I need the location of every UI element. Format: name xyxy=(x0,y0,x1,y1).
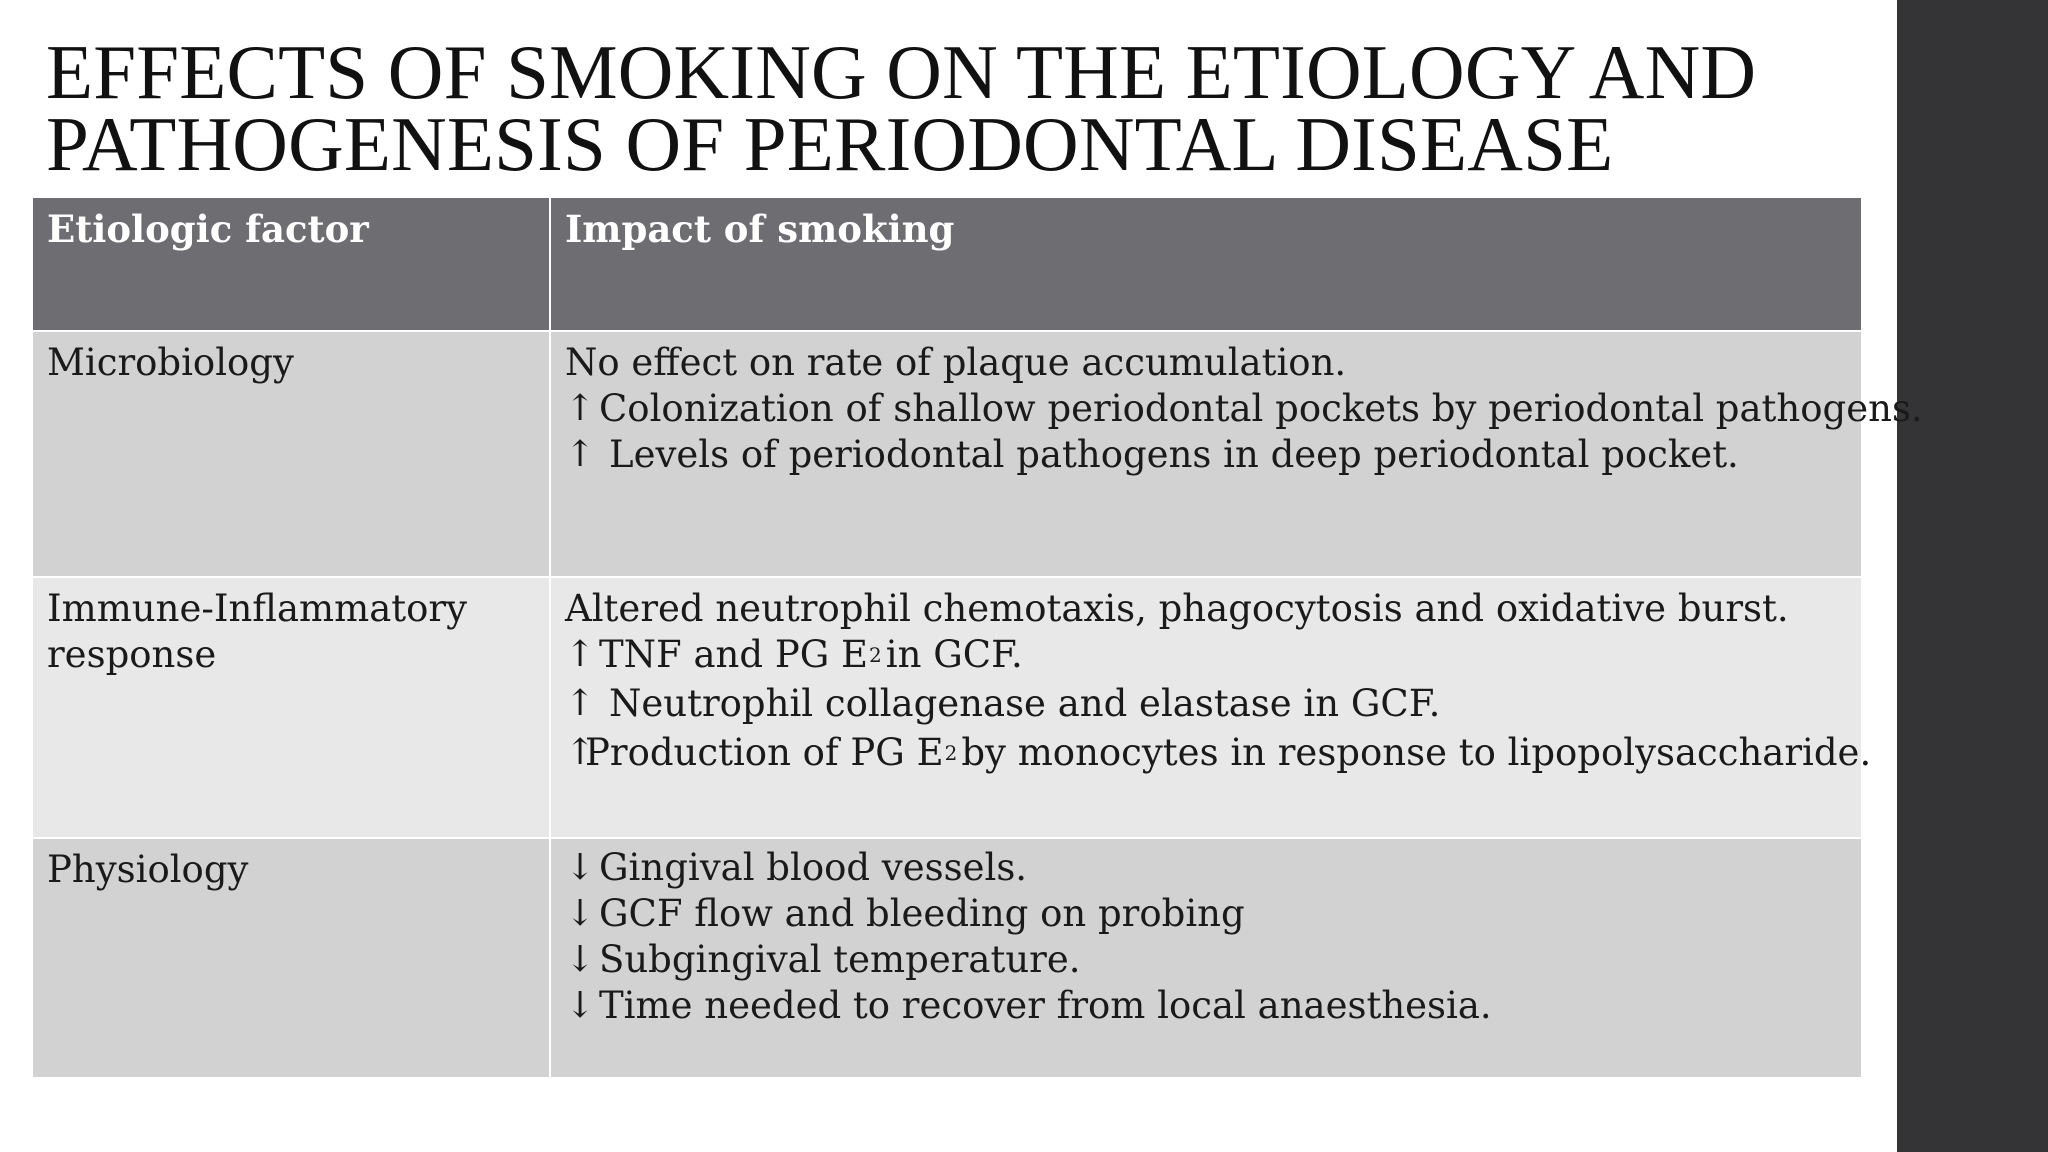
impact-line xyxy=(565,586,1847,632)
impact-line xyxy=(565,937,1847,983)
impact-line xyxy=(565,632,1847,678)
table-row-microbiology xyxy=(32,331,1862,577)
arrow-up-icon xyxy=(565,432,577,478)
impact-text: No effect on rate of plaque accumulation. xyxy=(565,341,1347,384)
arrow-down-icon xyxy=(565,891,577,937)
impact-line xyxy=(565,730,1872,776)
slide-title-line-2: PATHOGENESIS OF PERIODONTAL DISEASE xyxy=(46,101,1614,187)
table-row-immune-inflammatory xyxy=(32,577,1862,838)
impact-line xyxy=(565,340,1847,386)
header-etiologic-factor: Etiologic factor xyxy=(32,197,550,331)
arrow-up-icon xyxy=(565,386,577,432)
impact-line xyxy=(565,845,1847,891)
arrow-up-icon xyxy=(565,681,577,727)
impact-text: GCF flow and bleeding on probing xyxy=(599,892,1245,935)
arrow-up-icon xyxy=(565,730,577,776)
impact-cell xyxy=(550,838,1862,1078)
arrow-down-icon xyxy=(565,845,577,891)
slide-title-line-1: EFFECTS OF SMOKING ON THE ETIOLOGY AND xyxy=(46,29,1757,115)
factor-cell: Immune-Inflammatory response xyxy=(32,577,550,838)
impact-line xyxy=(565,983,1847,1029)
slide-title xyxy=(46,29,1866,187)
impact-text: Neutrophil collagenase and elastase in GCF. xyxy=(609,682,1441,725)
impact-cell xyxy=(550,577,1872,838)
arrow-down-icon xyxy=(565,983,577,1029)
impact-text: Production of PG E xyxy=(585,731,944,774)
impact-text: Colonization of shallow periodontal pockets by periodontal pathogens. xyxy=(599,387,1923,430)
impact-cell xyxy=(550,331,1923,577)
table-row-physiology xyxy=(32,838,1862,1078)
factor-cell: Physiology xyxy=(32,838,550,1078)
slide-side-bar xyxy=(1897,0,2048,1152)
smoking-effects-table xyxy=(31,196,1923,1079)
impact-line xyxy=(565,891,1847,937)
arrow-up-icon xyxy=(565,632,577,678)
impact-line xyxy=(565,386,1923,432)
subscript: 2 xyxy=(869,643,882,667)
impact-text: by monocytes in response to lipopolysaccharide. xyxy=(961,731,1872,774)
table-header-row xyxy=(32,197,1862,331)
impact-line xyxy=(565,678,1847,730)
impact-line xyxy=(565,432,1847,478)
impact-text: Time needed to recover from local anaesthesia. xyxy=(599,984,1492,1027)
arrow-down-icon xyxy=(565,937,577,983)
impact-text: TNF and PG E xyxy=(599,633,869,676)
impact-text: in GCF. xyxy=(885,633,1023,676)
impact-text: Altered neutrophil chemotaxis, phagocytosis and oxidative burst. xyxy=(565,587,1789,630)
subscript: 2 xyxy=(944,741,958,765)
factor-cell: Microbiology xyxy=(32,331,550,577)
impact-text: Levels of periodontal pathogens in deep periodontal pocket. xyxy=(609,433,1739,476)
impact-text: Subgingival temperature. xyxy=(599,938,1081,981)
impact-text: Gingival blood vessels. xyxy=(599,846,1028,889)
header-impact-of-smoking: Impact of smoking xyxy=(550,197,1862,331)
